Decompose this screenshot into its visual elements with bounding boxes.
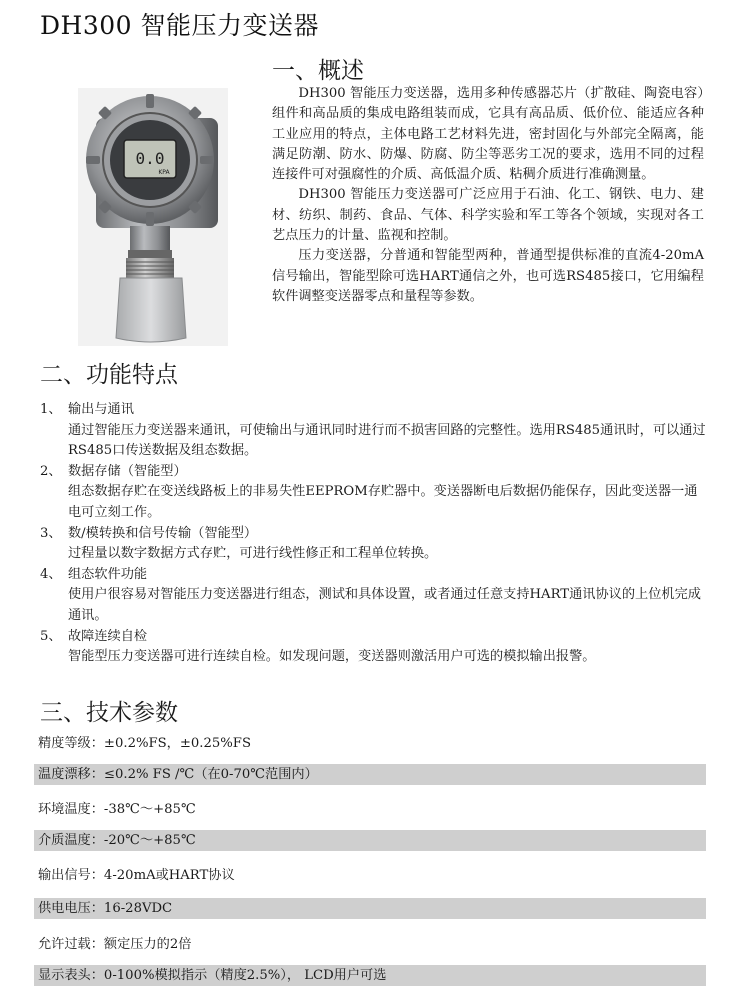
overview-body xyxy=(272,84,704,307)
lcd-value: 0.0 xyxy=(135,149,165,168)
feature-title: 数/模转换和信号传输（智能型） xyxy=(68,525,258,541)
feature-number: 1、 xyxy=(40,402,62,417)
lcd-unit: KPA xyxy=(158,169,170,176)
overview-paragraph: DH300 智能压力变送器可广泛应用于石油、化工、钢铁、电力、建材、纺织、制药、食品、气体、科学实验和军工等各个领域，实现对各工艺点压力的计量、监视和控制。 xyxy=(272,187,704,244)
overview-paragraph: DH300 智能压力变送器，选用多种传感器芯片（扩散硅、陶瓷电容）组件和高品质的集成电路组装而成，它具有高品质、低价位、能适应各种工业应用的特点，主体电路工艺材料先进，密封固化与外部完全隔离，能满足防潮、防水、防爆、防腐、防尘等恶劣工况的要求，选用不同的过程连接件可对强腐性的介质、高低温介质、粘稠介质进行准确测量。 xyxy=(272,86,704,183)
feature-description: 过程量以数字数据方式存贮，可进行线性修正和工程单位转换。 xyxy=(68,546,438,562)
feature-description: 通过智能压力变送器来通讯，可使输出与通讯同时进行而不损害回路的完整性。选用RS485通讯时，可以通过RS485口传送数据及组态数据。 xyxy=(68,422,706,459)
pressure-transmitter-photo xyxy=(78,88,228,346)
feature-title: 数据存储（智能型） xyxy=(68,463,187,479)
spec-table xyxy=(34,733,706,998)
page-title: DH300 智能压力变送器 xyxy=(40,11,320,40)
feature-item xyxy=(40,627,710,668)
spec-row: 精度等级：±0.2%FS，±0.25%FS xyxy=(38,736,251,751)
feature-number: 5、 xyxy=(40,628,62,644)
overview-paragraph: 压力变送器，分普通和智能型两种，普通型提供标准的直流4-20mA信号输出，智能型除可选HART通信之外，也可选RS485接口，它用编程软件调整变送器零点和量程等参数。 xyxy=(272,248,704,304)
spec-row: 供电电压：16-28VDC xyxy=(34,898,706,919)
spec-row: 温度漂移：≤0.2% FS /℃（在0-70℃范围内） xyxy=(34,764,706,785)
feature-item xyxy=(40,400,710,462)
spec-row: 环境温度：-38℃～+85℃ xyxy=(38,802,196,817)
feature-item xyxy=(40,565,710,627)
feature-description: 组态数据存贮在变送线路板上的非易失性EEPROM存贮器中。变送器断电后数据仍能保存，因此变送器一通电可立刻工作。 xyxy=(68,484,698,520)
spec-row: 介质温度：-20℃～+85℃ xyxy=(34,830,706,851)
feature-number: 2、 xyxy=(40,463,62,479)
spec-row: 显示表头：0-100%模拟指示（精度2.5%）， LCD用户可选 xyxy=(34,965,706,986)
feature-number: 4、 xyxy=(40,566,62,582)
section2-heading: 二、功能特点 xyxy=(40,362,178,388)
feature-list xyxy=(40,400,710,668)
feature-number: 3、 xyxy=(40,525,62,541)
feature-description: 使用户很容易对智能压力变送器进行组态，测试和具体设置，或者通过任意支持HART通讯协议的上位机完成通讯。 xyxy=(68,587,701,623)
feature-item xyxy=(40,524,710,565)
spec-row: 允许过载：额定压力的2倍 xyxy=(38,937,192,952)
feature-title: 故障连续自检 xyxy=(68,628,148,644)
feature-description: 智能型压力变送器可进行连续自检。如发现问题，变送器则激活用户可选的模拟输出报警。 xyxy=(68,649,596,665)
spec-row: 输出信号：4-20mA或HART协议 xyxy=(38,868,235,883)
feature-title: 组态软件功能 xyxy=(68,566,148,582)
feature-title: 输出与通讯 xyxy=(68,402,134,417)
section1-heading: 一、概述 xyxy=(272,58,364,84)
section3-heading: 三、技术参数 xyxy=(40,700,178,726)
feature-item xyxy=(40,462,710,524)
